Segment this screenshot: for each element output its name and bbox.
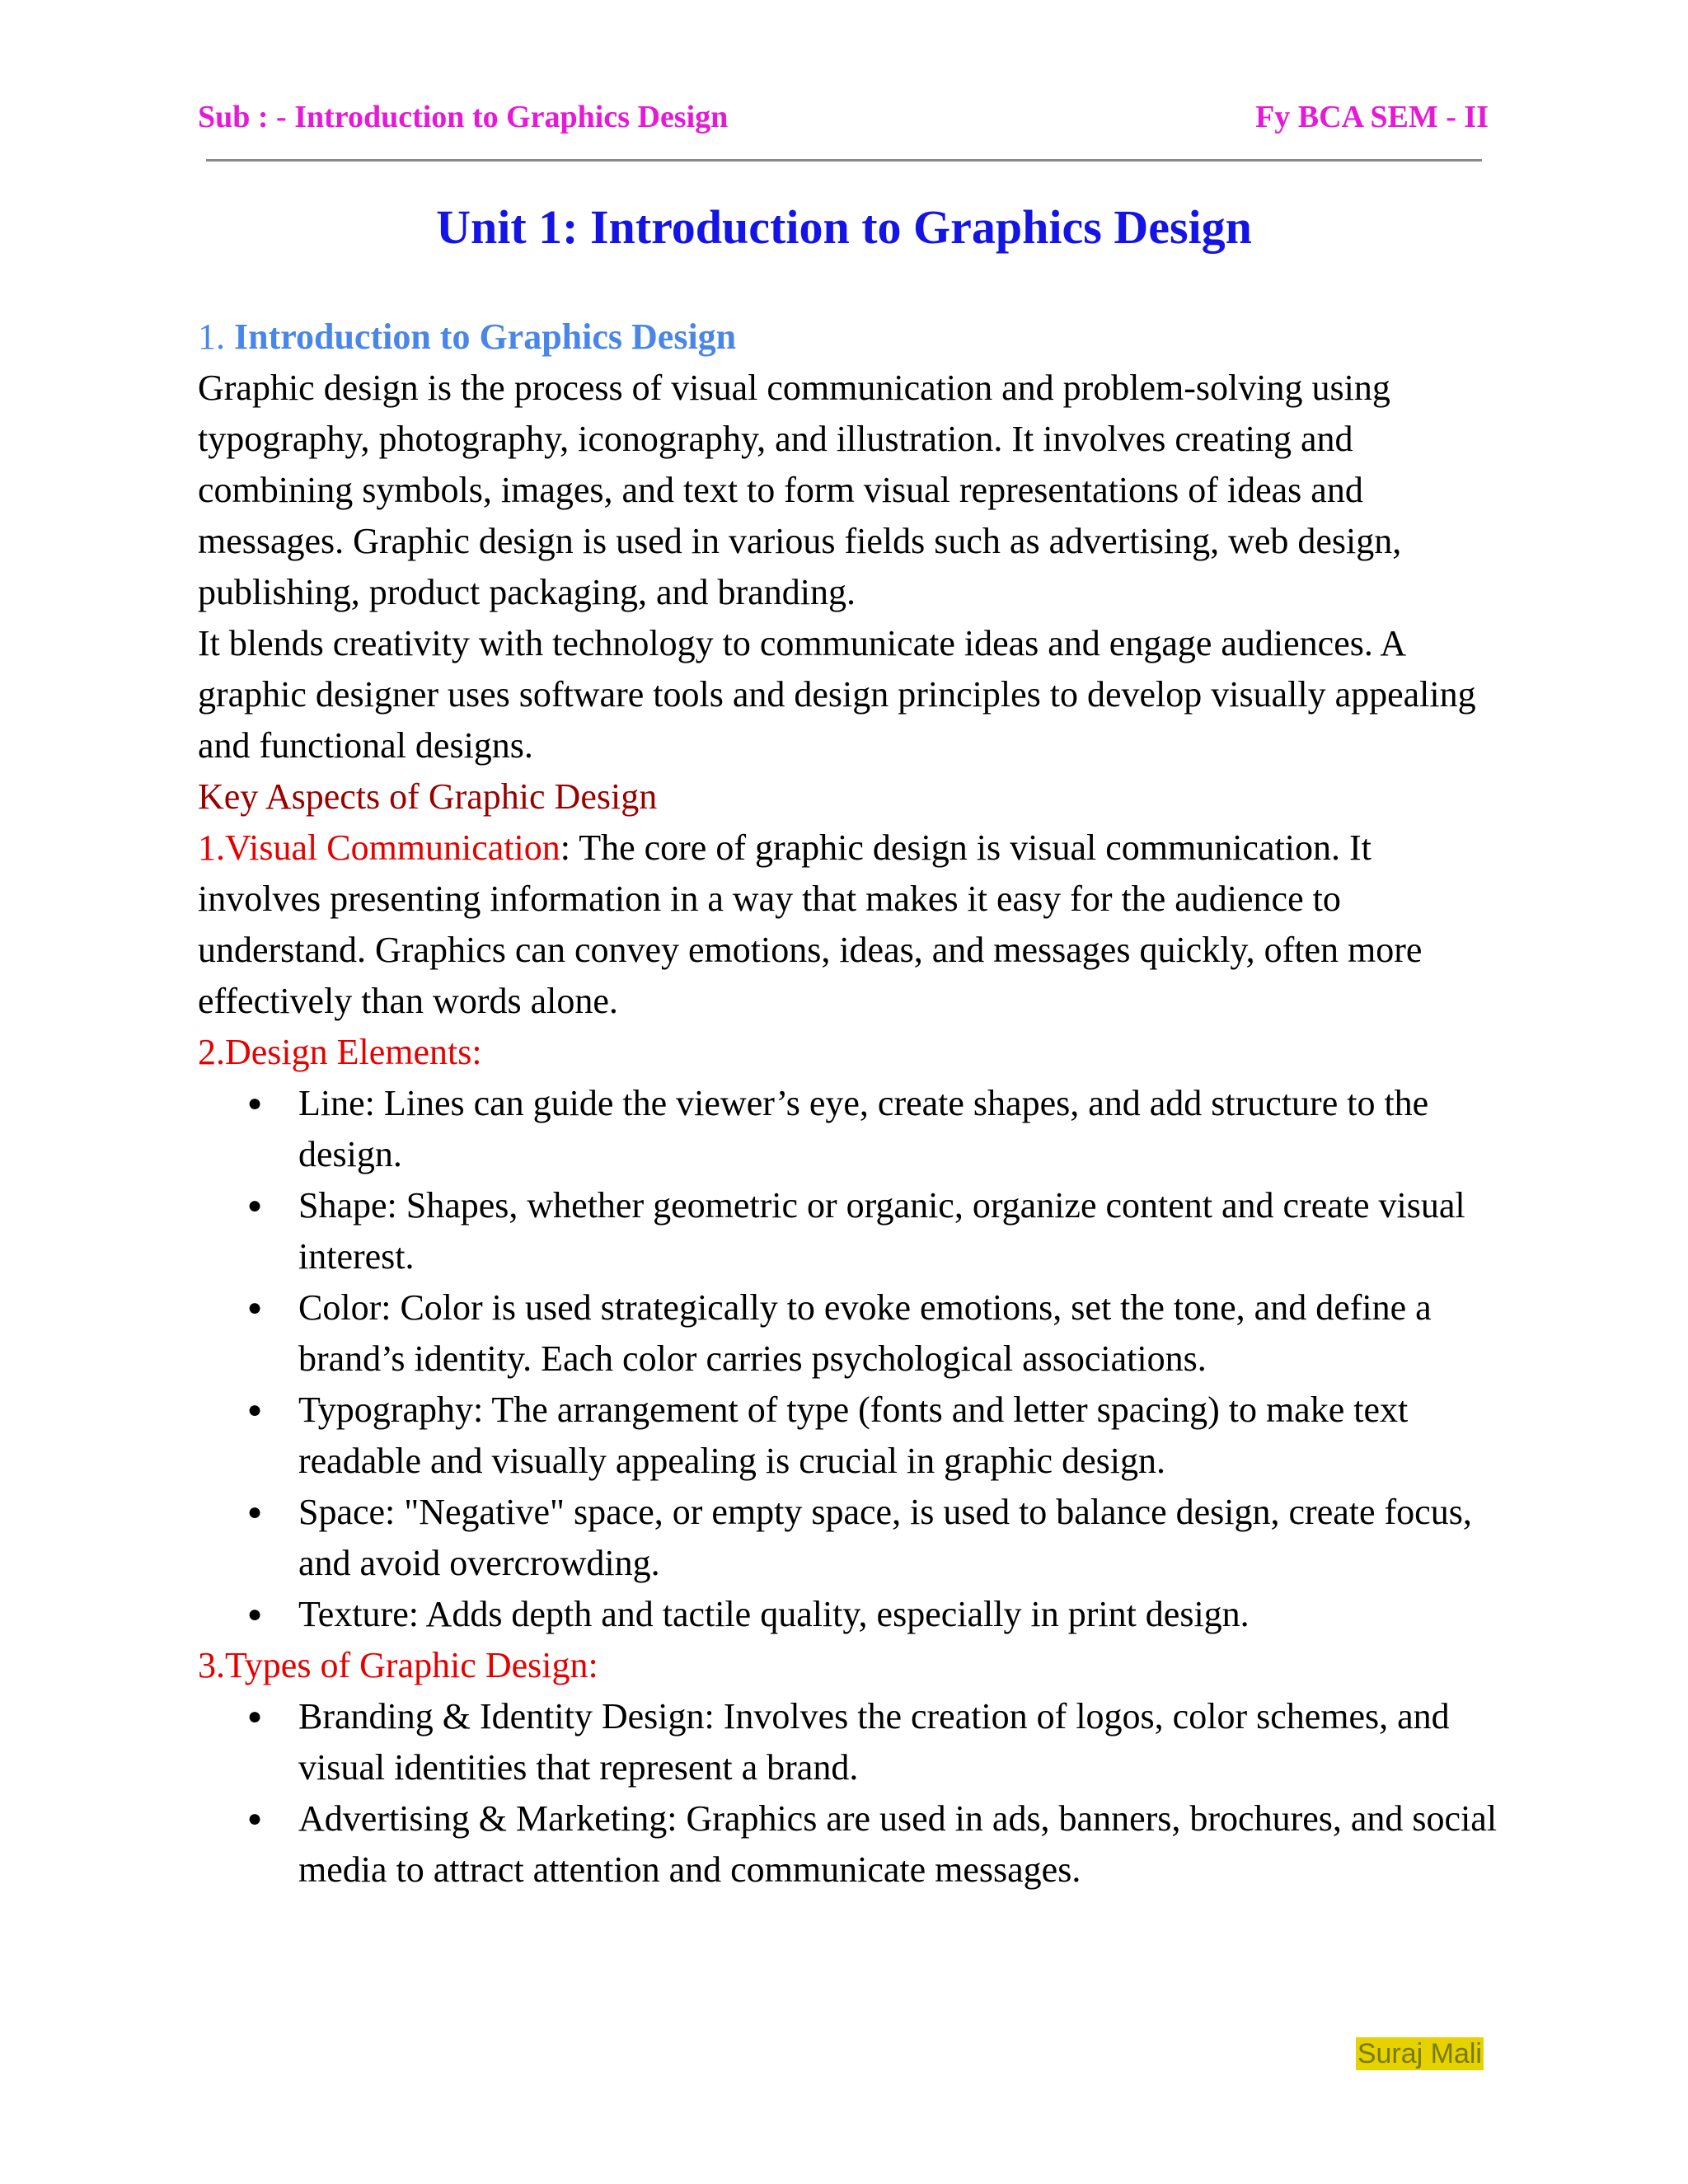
visual-communication-paragraph <box>198 823 1500 1027</box>
author-tag: Suraj Mali <box>1357 2038 1482 2069</box>
header-divider <box>206 159 1482 162</box>
list-item <box>198 1793 1500 1896</box>
visual-communication-text: : The core of graphic design is visual communication. It involves presenting information in a way that makes it easy for the audience to understand. Graphics can convey emotions, ideas, and messages quickly, often more effectively than words alone. <box>198 827 1423 1021</box>
list-item <box>198 1589 1500 1640</box>
list-item-text: Space: "Negative" space, or empty space, is used to balance design, create focus, and avoid overcrowding. <box>298 1492 1472 1583</box>
bullet-icon: ● <box>247 1090 263 1117</box>
list-item-text: Texture: Adds depth and tactile quality, especially in print design. <box>298 1594 1250 1634</box>
list-item-text: Advertising & Marketing: Graphics are used in ads, banners, brochures, and social media to attract attention and communicate messages. <box>298 1798 1498 1890</box>
header-subject: Sub : - Introduction to Graphics Design <box>198 100 729 134</box>
bullet-icon: ● <box>247 1396 263 1423</box>
bullet-icon: ● <box>247 1192 263 1219</box>
list-item <box>198 1487 1500 1589</box>
list-item <box>198 1078 1500 1180</box>
bullet-icon: ● <box>247 1601 263 1628</box>
list-item-text: Typography: The arrangement of type (fonts and letter spacing) to make text readable and visually appealing is crucial in graphic design. <box>298 1390 1409 1481</box>
page-title: Unit 1: Introduction to Graphics Design <box>436 200 1252 254</box>
section-heading <box>198 312 1500 363</box>
list-item <box>198 1282 1500 1385</box>
visual-communication-label: 1.Visual Communication <box>198 827 560 868</box>
list-item-text: Shape: Shapes, whether geometric or organic, organize content and create visual interest. <box>298 1185 1465 1277</box>
bullet-icon: ● <box>247 1703 263 1730</box>
list-item <box>198 1180 1500 1282</box>
types-list <box>198 1691 1500 1896</box>
list-item-text: Color: Color is used strategically to evoke emotions, set the tone, and define a brand’s identity. Each color carries psychological associations. <box>298 1287 1432 1379</box>
intro-paragraph-1: Graphic design is the process of visual communication and problem-solving using typography, photography, iconography, and illustration. It involves creating and combining symbols, images, and text to form visual representations of ideas and messages. Graphic design is used in various fields such as advertising, web design, publishing, product packaging, and branding. <box>198 368 1402 612</box>
list-item-text: Branding & Identity Design: Involves the creation of logos, color schemes, and visual identities that represent a brand. <box>298 1696 1450 1788</box>
section-number: 1. <box>198 316 225 357</box>
design-elements-heading: 2.Design Elements: <box>198 1032 482 1072</box>
list-item-text: Line: Lines can guide the viewer’s eye, create shapes, and add structure to the design. <box>298 1083 1429 1174</box>
header-semester: Fy BCA SEM - II <box>1255 100 1489 134</box>
document-body <box>198 312 1500 1896</box>
list-item <box>198 1385 1500 1487</box>
bullet-icon: ● <box>247 1294 263 1321</box>
bullet-icon: ● <box>247 1805 263 1832</box>
key-aspects-heading: Key Aspects of Graphic Design <box>198 776 658 817</box>
types-heading: 3.Types of Graphic Design: <box>198 1645 598 1685</box>
bullet-icon: ● <box>247 1498 263 1526</box>
section-heading-text: Introduction to Graphics Design <box>234 316 737 357</box>
design-elements-list <box>198 1078 1500 1640</box>
list-item <box>198 1691 1500 1793</box>
intro-paragraph-2: It blends creativity with technology to communicate ideas and engage audiences. A graphic designer uses software tools and design principles to develop visually appealing and functional designs. <box>198 623 1476 766</box>
